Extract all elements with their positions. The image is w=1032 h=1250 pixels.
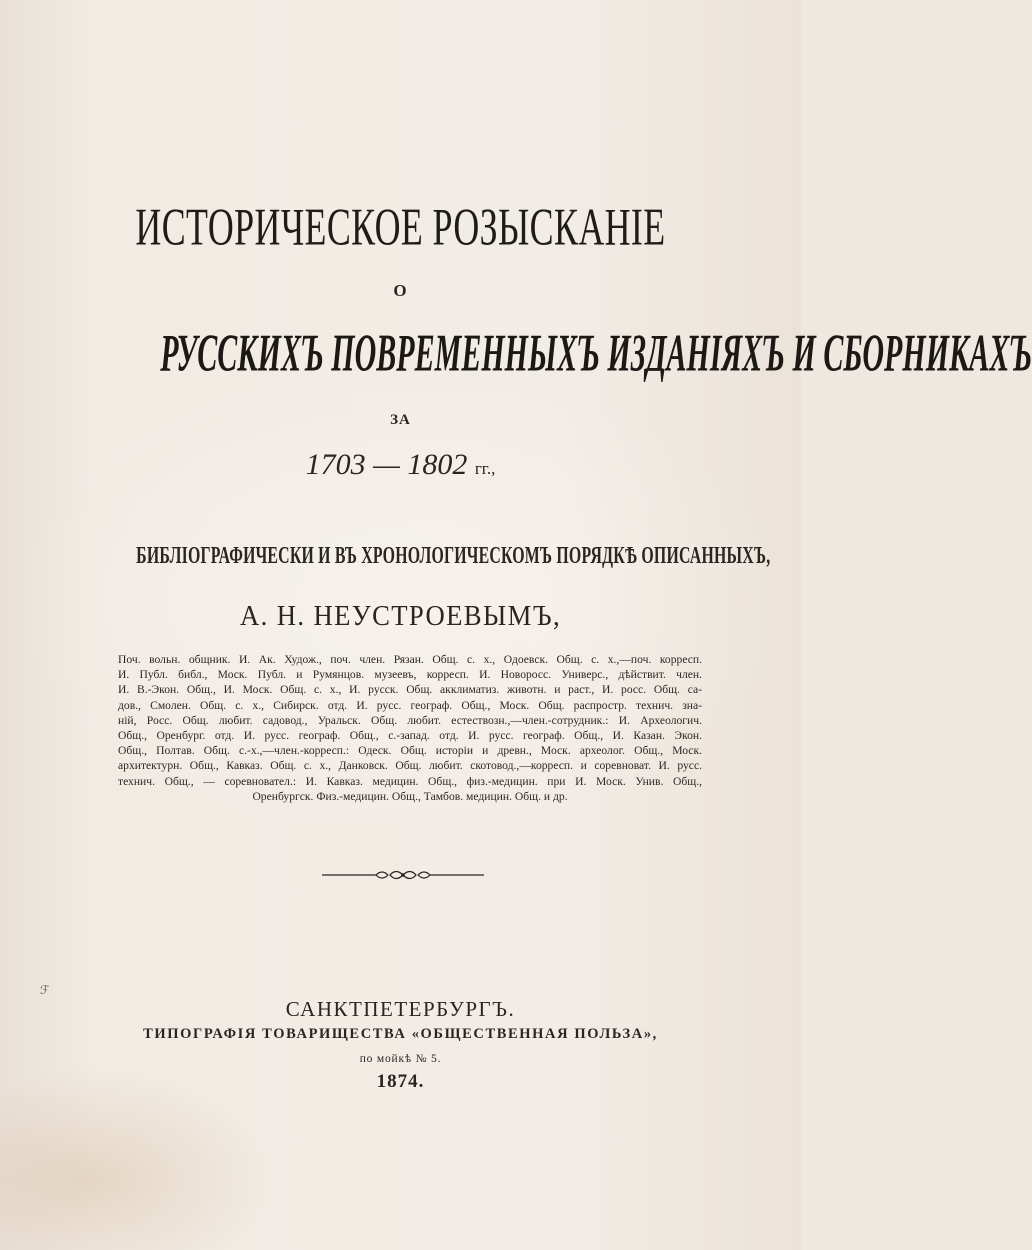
credentials-line: Поч. вольн. общник. И. Ак. Худож., поч. член. Рязан. Общ. с. х., Одоевск. Общ. с. х.,—поч. корресп. xyxy=(118,653,702,666)
imprint-year: 1874. xyxy=(376,1071,425,1092)
credentials-line: И. Публ. библ., Моск. Публ. и Румянцов. музеевъ, корресп. И. Новоросс. Универс., дѣйствит. член. xyxy=(118,668,702,682)
credentials-line: ній, Росс. Общ. любит. садовод., Уральск. Общ. любит. естествозн.,—член.-сотрудник.: И. Археологич. xyxy=(118,713,702,727)
years-suffix: гг., xyxy=(474,459,496,478)
credentials-line: Общ., Оренбург. отд. И. русс. географ. Общ., с.-запад. отд. И. русс. географ. Общ., И. Казан. Экон. xyxy=(118,729,702,743)
author-name: А. Н. НЕУСТРОЕВЫМЪ, xyxy=(239,600,561,632)
credentials-line: И. В.-Экон. Общ., И. Моск. Общ. с. х., И. русск. Общ. акклиматиз. животн. и раст., И. росс. Общ. са- xyxy=(118,683,702,697)
imprint-address: по мойкѣ № 5. xyxy=(359,1053,442,1065)
main-title-line2: РУССКИХЪ ПОВРЕМЕННЫХЪ ИЗДАНІЯХЪ И СБОРНИКАХЪ xyxy=(160,323,1032,382)
imprint-press: ТИПОГРАФІЯ ТОВАРИЩЕСТВА «ОБЩЕСТВЕННАЯ ПОЛЬЗА», xyxy=(143,1026,658,1042)
imprint-city: САНКТПЕТЕРБУРГЪ. xyxy=(285,997,516,1021)
subtitle: БИБЛІОГРАФИЧЕСКИ И ВЪ ХРОНОЛОГИЧЕСКОМЪ ПОРЯДКѢ ОПИСАННЫХЪ, xyxy=(136,543,771,569)
ornament-divider xyxy=(318,866,488,884)
title-years xyxy=(0,448,801,482)
margin-mark: ℱ xyxy=(40,983,50,997)
credentials-line: архитектурн. Общ., Кавказ. Общ. с. х., Данковск. Общ. любит. скотовод.,—корресп. и соревноват. И. русс. xyxy=(118,759,702,773)
credentials-line: Оренбургск. Физ.-медицин. Общ., Тамбов. медицин. Общ. и др. xyxy=(252,789,568,803)
years-range: 1703 — 1802 xyxy=(305,448,468,481)
title-preposition: ЗА xyxy=(390,412,411,428)
main-title-line1: ИСТОРИЧЕСКОЕ РОЗЫСКАНІЕ xyxy=(135,197,666,256)
author-credentials xyxy=(118,652,702,804)
credentials-line: Общ., Полтав. Общ. с.-х.,—член.-корресп.: Одеск. Общ. исторіи и древн., Моск. археолог. Общ., Моск. xyxy=(118,744,702,758)
credentials-line: дов., Смолен. Общ. с. х., Сибирск. отд. И. русс. географ. Общ., Моск. Общ. распростр. технич. зна- xyxy=(118,698,702,712)
title-conjunction: О xyxy=(393,281,408,300)
credentials-line: технич. Общ., — соревновател.: И. Кавказ. медицин. Общ., физ.-медицин. при И. Моск. Унив. Общ., xyxy=(118,774,702,788)
